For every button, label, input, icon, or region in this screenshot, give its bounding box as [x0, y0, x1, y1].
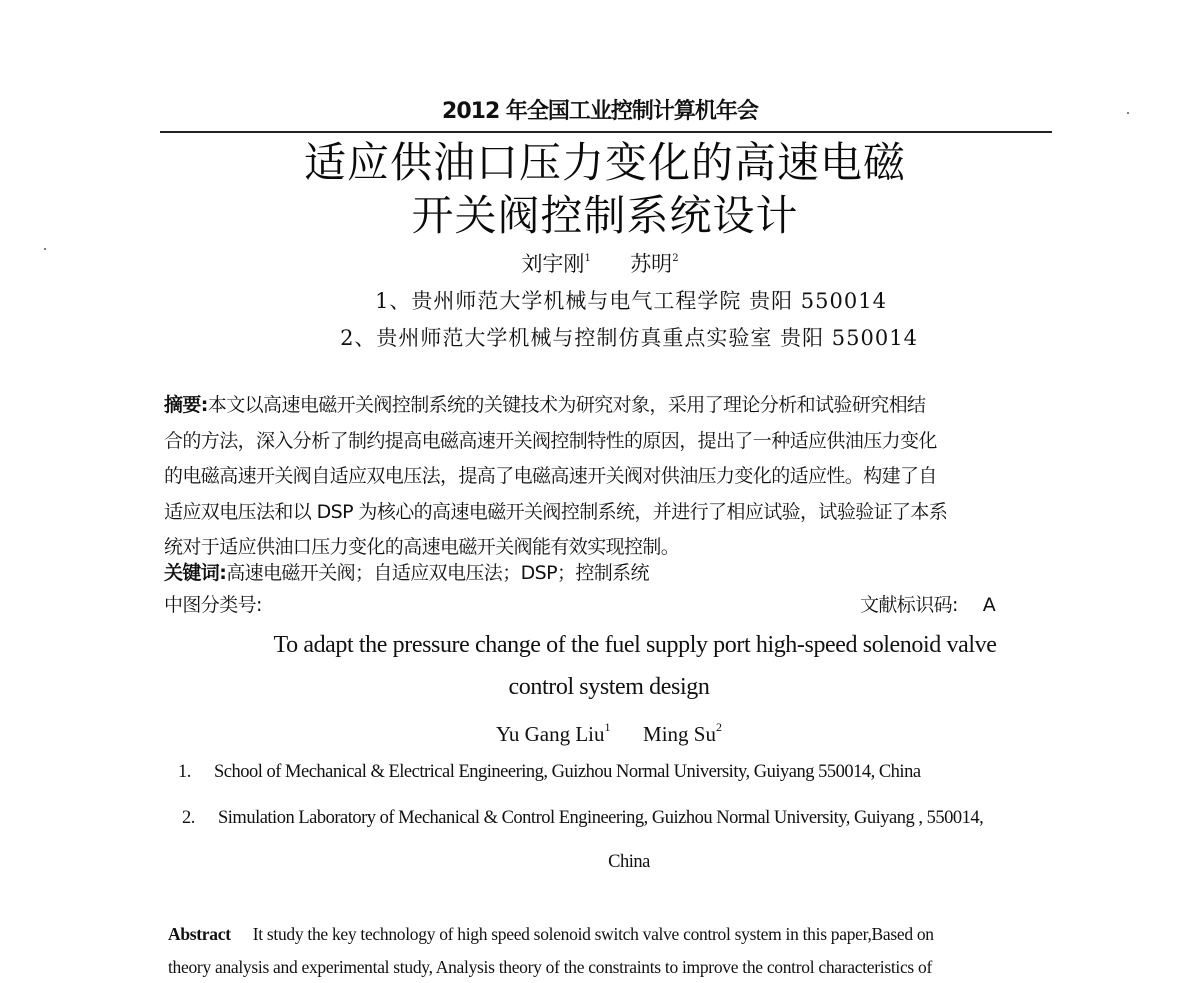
abstract-zh-line-5: 统对于适应供油口压力变化的高速电磁开关阀能有效实现控制。	[164, 536, 680, 558]
affiliation-en-2-continuation: China	[608, 852, 650, 872]
keywords-zh-value: 高速电磁开关阀；自适应双电压法；DSP；控制系统	[226, 562, 649, 584]
affiliation-en-2-number: 2.	[182, 808, 195, 828]
abstract-en-line-2: theory analysis and experimental study, Analysis theory of the constraints to improve the control characteristics of	[168, 957, 932, 977]
scan-speck	[1127, 112, 1129, 114]
author-zh-1: 刘宇刚	[521, 252, 585, 276]
affiliation-en-1	[178, 762, 921, 783]
author-zh-2-sup: 2	[672, 253, 679, 264]
clc-number	[164, 588, 262, 624]
author-en-2-sup: 2	[715, 720, 722, 734]
abstract-zh-line-2: 合的方法，深入分析了制约提高电磁高速开关阀控制特性的原因，提出了一种适应供油压力变化	[164, 429, 937, 452]
doc-code-value: A	[982, 594, 996, 616]
clc-label: 中图分类号:	[164, 594, 262, 616]
affiliation-en-1-number: 1.	[178, 762, 191, 782]
affiliation-zh-2: 2、贵州师范大学机械与控制仿真重点实验室 贵阳 550014	[340, 326, 918, 350]
abstract-zh-line-1: 摘要:本文以高速电磁开关阀控制系统的关键技术为研究对象，采用了理论分析和试验研究相结	[164, 394, 926, 416]
authors-en	[0, 720, 1200, 747]
title-en-line1: To adapt the pressure change of the fuel supply port high-speed solenoid valve	[273, 632, 997, 658]
author-en-1-sup: 1	[604, 720, 611, 734]
header-rule	[160, 131, 1052, 133]
title-zh-line2: 开关阀控制系统设计	[411, 191, 799, 240]
authors-zh	[0, 248, 1200, 278]
abstract-zh-label: 摘要:	[164, 394, 208, 416]
doc-code-label: 文献标识码:	[860, 594, 958, 616]
abstract-zh-line-4: 适应双电压法和以 DSP 为核心的高速电磁开关阀控制系统，并进行了相应试验，试验验证了本系	[164, 500, 948, 523]
affiliation-en-1-text: School of Mechanical & Electrical Engineering, Guizhou Normal University, Guiyang 550014, China	[214, 762, 921, 782]
affiliation-zh-1: 1、贵州师范大学机械与电气工程学院 贵阳 550014	[375, 289, 887, 313]
affiliation-en-2-text: Simulation Laboratory of Mechanical & Control Engineering, Guizhou Normal University, Guiyang , 550014,	[218, 808, 984, 828]
title-en-line2: control system design	[508, 674, 710, 700]
author-zh-1-sup: 1	[584, 253, 591, 264]
keywords-zh	[164, 556, 649, 592]
author-en-2: Ming Su	[643, 722, 716, 746]
abstract-en-label: Abstract	[168, 924, 231, 944]
scan-speck	[44, 248, 46, 250]
conference-header: 2012 年全国工业控制计算机年会	[442, 99, 758, 124]
title-zh-line1: 适应供油口压力变化的高速电磁	[303, 138, 906, 187]
affiliation-en-2	[182, 808, 983, 829]
abstract-en-line-1: Abstract It study the key technology of high speed solenoid switch valve control system in this paper,Based on	[168, 924, 934, 944]
author-en-1: Yu Gang Liu	[496, 722, 605, 746]
abstract-zh	[164, 388, 1054, 566]
keywords-zh-label: 关键词:	[164, 562, 227, 584]
abstract-zh-line-3: 的电磁高速开关阀自适应双电压法，提高了电磁高速开关阀对供油压力变化的适应性。构建了自	[164, 465, 937, 487]
document-code	[860, 588, 995, 624]
author-zh-2: 苏明	[630, 252, 673, 276]
